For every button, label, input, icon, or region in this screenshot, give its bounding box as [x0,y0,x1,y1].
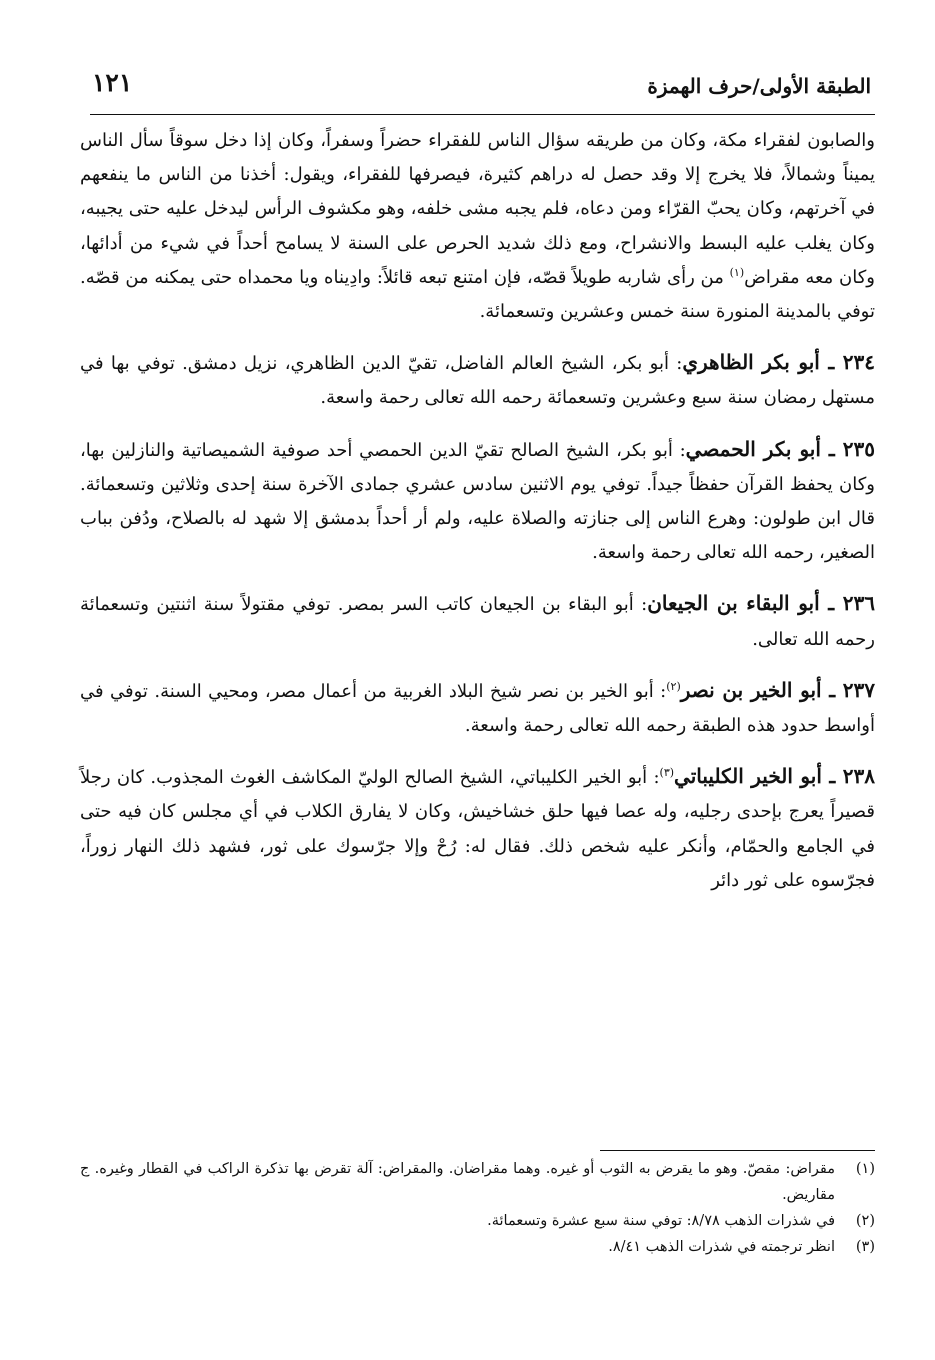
intro-paragraph [80,124,875,329]
entry-number: ٢٣٦ ـ [819,591,876,616]
biography-entry-238 [80,759,875,898]
main-text [80,124,875,914]
footnote-divider [600,1150,875,1151]
entry-number: ٢٣٥ ـ [820,436,875,461]
entry-name: أبو الخير بن نصر [680,677,822,702]
biography-entry-235 [80,432,875,571]
biography-entry-237 [80,673,875,743]
entry-name-footnote: (٣) [659,766,675,780]
footnote-number: (١) [855,1161,875,1177]
footnote-number: (٢) [855,1213,875,1229]
entry-name: أبو البقاء بن الجيعان [647,591,820,616]
page-header [90,66,875,115]
page-number: ١٢١ [92,68,133,97]
intro-text: والصابون لفقراء مكة، وكان من طريقه سؤال الناس للفقراء حضراً وسفراً، وكان إذا دخل سوقاً سأل الناس يميناً وشمالاً، فلا يخرج إلا وقد حصل له دراهم كثيرة، فيصرفها للفقراء، ويقول: أخذنا من الناس ما ينفعهم في آخرتهم، وكان يحبّ القرّاء ومن دعاه، فلم يجبه مشى خلفه، وهو مكشوف الرأس ليدخل عليه حتى يجيبه، وكان يغلب عليه البسط والانشراح، ومع ذلك شديد الحرص على السنة لا يسامح أحداً في شيء من أدائها، وكان معه مقراض [80,130,875,288]
entry-name: أبو بكر الظاهري [682,350,820,375]
footnote-text: مقراض: مقصّ. وهو ما يقرض به الثوب أو غيره. وهما مقراضان. والمقراض: آلة تقرض بها تذكرة الراكب في القطار وغيره. ج مقاريض. [80,1161,835,1203]
entry-text: : أبو الخير الكليباتي، الشيخ الصالح الوليّ المكاشف الغوث المجذوب. كان رجلاً قصيراً يعرج بإحدى رجليه، وله عصا فيها حلق خشاخيش، وكان لا يفارق الكلاب في أي مجلس كان فيه حتى في الجامع والحمّام، وأنكر عليه شخص ذلك. فقال له: رُحْ وإلا جرّسوك على ثور، فشهد ذلك النهار زوراً، فجرّسوه على ثور دائر [80,767,875,891]
biography-entry-234 [80,345,875,415]
entry-name: أبو الخير الكليباتي [674,764,822,789]
entry-name-footnote: (٢) [666,679,681,693]
entry-text: : أبو الخير بن نصر شيخ البلاد الغربية من أعمال مصر، ومحيي السنة. توفي في أواسط حدود هذه الطبقة رحمه الله تعالى رحمة واسعة. [80,680,875,737]
entry-text: : أبو البقاء بن الجيعان كاتب السر بمصر. توفي مقتولاً سنة اثنتين وتسعمائة رحمه الله تعالى. [80,594,875,650]
entry-number: ٢٣٤ ـ [819,350,875,375]
footnote-text: انظر ترجمته في شذرات الذهب ٨/٤١. [608,1239,835,1255]
footnotes [80,1156,875,1260]
intro-text-continued: من رأى شاربه طويلاً قصّه، فإن امتنع تبعه قائلاً: وادِيناه ويا محمداه حتى يمكنه من قصّه. توفي بالمدينة المنورة سنة خمس وعشرين وتسعمائة. [80,266,875,323]
entry-name: أبو بكر الحمصي [685,436,821,461]
footnote-text: في شذرات الذهب ٨/٧٨: توفي سنة سبع عشرة وتسعمائة. [487,1213,835,1229]
biography-entry-236 [80,586,875,656]
footnote-2 [80,1208,875,1234]
footnote-1 [80,1156,875,1208]
footnote-number: (٣) [855,1239,875,1255]
running-head: الطبقة الأولى/حرف الهمزة [647,74,871,98]
entry-number: ٢٣٨ ـ [821,764,875,789]
entry-number: ٢٣٧ ـ [821,677,875,702]
entry-text: : أبو بكر، الشيخ العالم الفاضل، تقيّ الدين الظاهري، نزيل دمشق. توفي بها في مستهل رمضان سنة سبع وعشرين وتسعمائة رحمه الله تعالى رحمة واسعة. [80,353,875,409]
footnote-3 [80,1234,875,1260]
entry-text: : أبو بكر، الشيخ الصالح تقيّ الدين الحمصي أحد صوفية الشميصاتية والنازلين بها، وكان يحفظ القرآن حفظاً جيداً. توفي يوم الاثنين سادس عشري جمادى الآخرة سنة إحدى وثلاثين وتسعمائة. قال ابن طولون: وهرع الناس إلى جنازته والصلاة عليه، ولم أر أحداً بدمشق إلا شهد له بالصلاح، ودُفن بباب الصغير، رحمه الله تعالى رحمة واسعة. [80,439,875,564]
footnote-ref-1: (١) [729,265,745,279]
